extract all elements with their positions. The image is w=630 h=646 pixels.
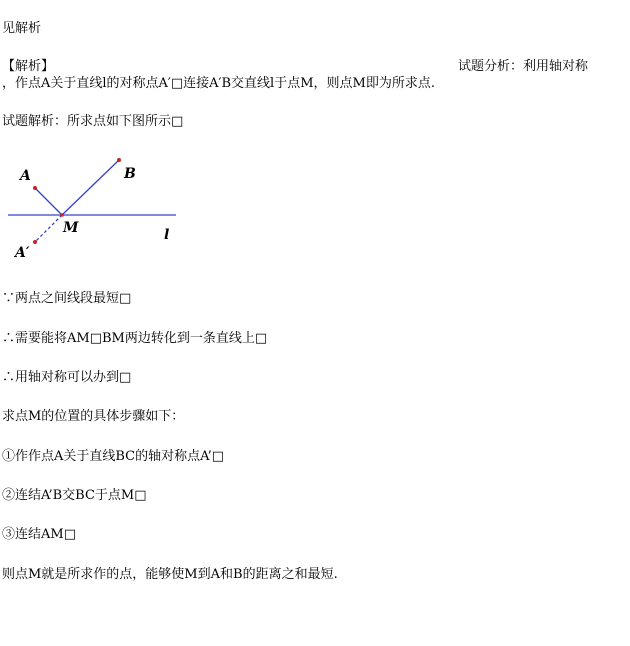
label-a: A [20, 168, 31, 184]
step-2: ②连结A’B交BC于点M□ [2, 488, 147, 503]
symmetry-figure [0, 150, 190, 265]
because-line: ∵两点之间线段最短□ [2, 291, 132, 306]
point-a [33, 186, 37, 190]
label-a-prime: A′ [15, 245, 30, 261]
step-1: ①作作点A关于直线BC的轴对称点A’□ [2, 449, 225, 464]
point-b [117, 158, 121, 162]
label-l: l [164, 227, 170, 243]
label-m: M [63, 220, 79, 236]
point-m [60, 213, 64, 217]
segment-am [35, 188, 62, 215]
segment-mb [62, 160, 119, 215]
procedure-line: 求点M的位置的具体步骤如下： [2, 409, 185, 424]
solution-intro: 试题解析：所求点如下图所示□ [2, 114, 184, 129]
segment-m-aprime [35, 215, 62, 242]
analysis-tag: 【解析】 [2, 59, 55, 74]
point-a-prime [33, 240, 37, 244]
analysis-text: ，作点A关于直线l的对称点A′□连接A′B交直线l于点M，则点M即为所求点. [2, 76, 435, 91]
step-3: ③连结AM□ [2, 527, 76, 542]
therefore-line-1: ∴需要能将AM□BM两边转化到一条直线上□ [2, 331, 268, 346]
conclusion-line: 则点M就是所求作的点，能够使M到A和B的距离之和最短. [2, 567, 338, 582]
answer-heading: 见解析 [2, 21, 42, 36]
analysis-title: 试题分析：利用轴对称 [458, 59, 589, 74]
therefore-line-2: ∴用轴对称可以办到□ [2, 370, 132, 385]
label-b: B [124, 166, 136, 182]
